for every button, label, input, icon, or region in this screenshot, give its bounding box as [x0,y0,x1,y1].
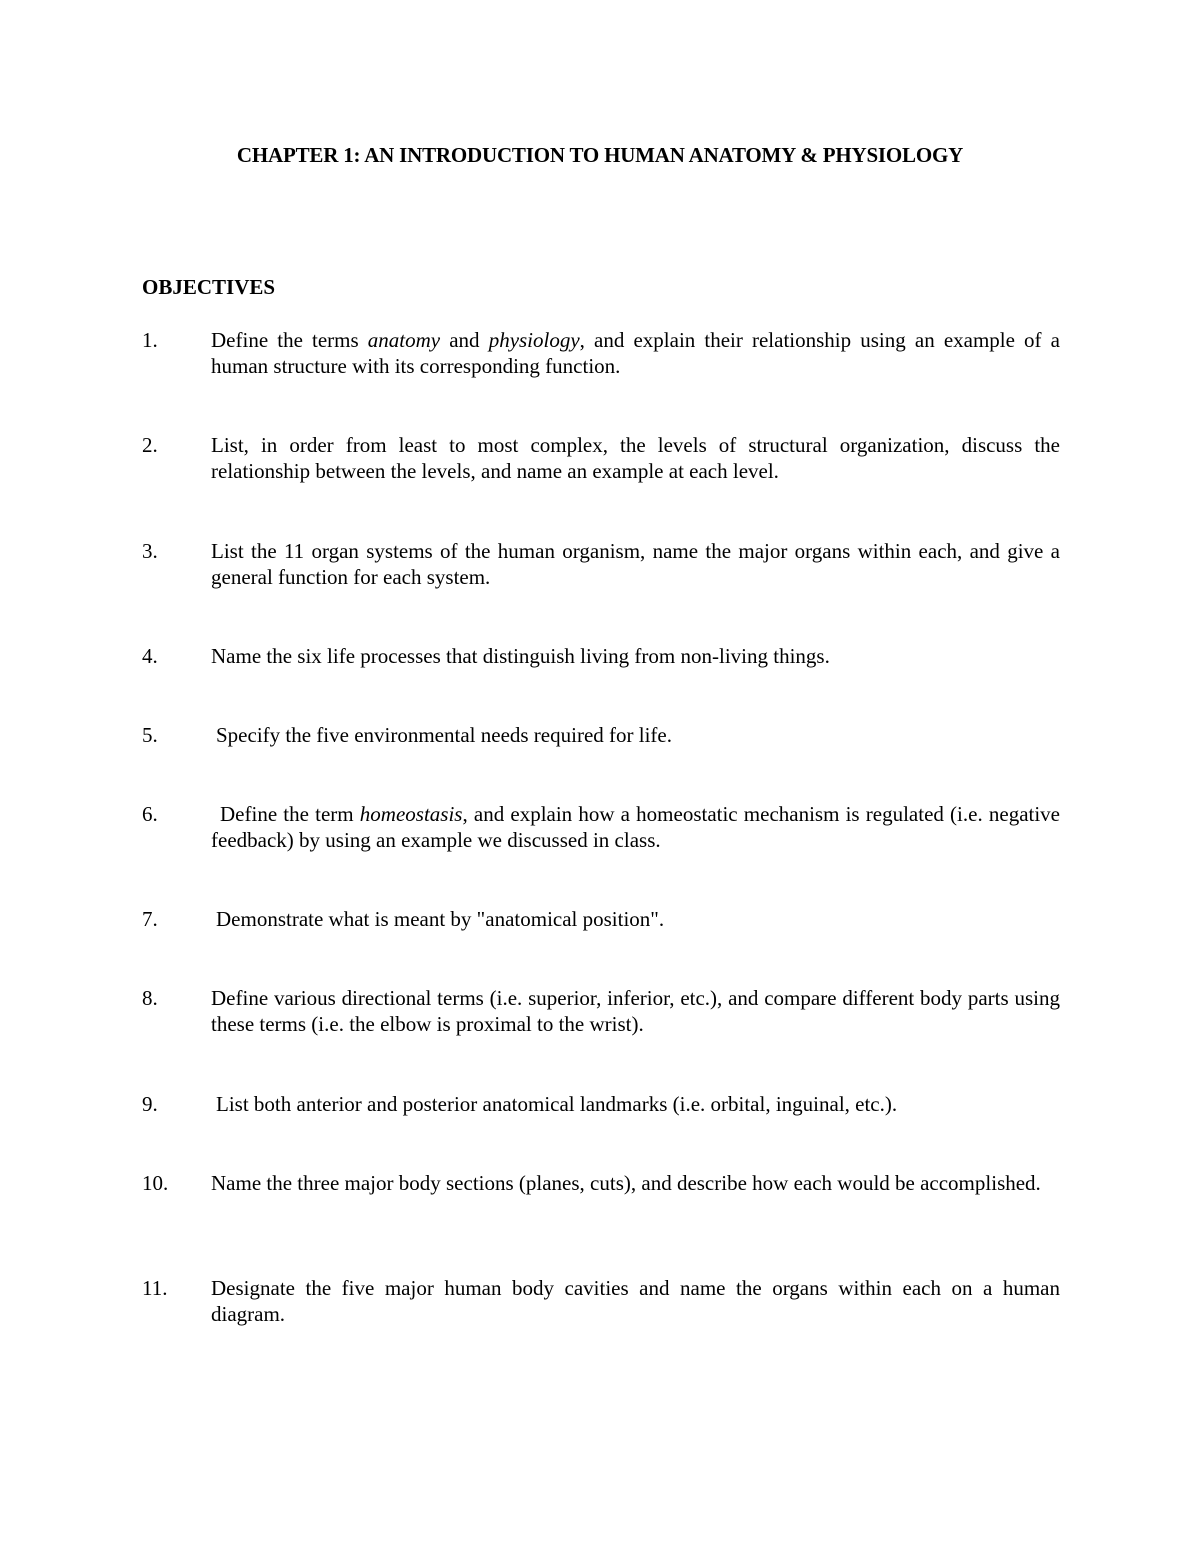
objective-text: Name the six life processes that distinguish living from non-living things. [211,644,830,668]
objective-number: 7. [142,907,158,931]
objective-item [142,1170,1060,1196]
objective-item [142,906,1060,932]
objective-number: 8. [142,986,158,1010]
objective-text: List both anterior and posterior anatomical landmarks (i.e. orbital, inguinal, etc.). [216,1092,898,1116]
objective-item [142,1275,1060,1327]
objective-number: 2. [142,433,158,457]
objective-item [142,801,1060,853]
objective-number: 9. [142,1092,158,1116]
term-physiology: physiology [488,328,580,352]
objective-item [142,1091,1060,1117]
objective-item [142,643,1060,669]
objective-text: Demonstrate what is meant by "anatomical position". [216,907,665,931]
objective-number: 11. [142,1276,168,1300]
objective-item [142,538,1060,590]
objective-number: 10. [142,1171,169,1195]
objective-text: Define various directional terms (i.e. superior, inferior, etc.), and compare different body parts using these terms (i.e. the elbow is proximal to the wrist). [211,986,1060,1036]
objective-number: 1. [142,328,158,352]
objective-number: 3. [142,539,158,563]
objective-text: List, in order from least to most complex, the levels of structural organization, discuss the relationship between the levels, and name an example at each level. [211,433,1060,483]
objective-item [142,985,1060,1037]
objective-item [142,432,1060,484]
objective-text: Define the terms anatomy and physiology, and explain their relationship using an example of a human structure with its corresponding function. [211,328,1060,378]
page-title: CHAPTER 1: AN INTRODUCTION TO HUMAN ANATOMY & PHYSIOLOGY [236,143,964,167]
objective-text: Specify the five environmental needs required for life. [216,723,672,747]
term-homeostasis: homeostasis [359,802,463,826]
objective-item [142,327,1060,379]
objective-number: 4. [142,644,158,668]
objective-item [142,722,1060,748]
section-heading: OBJECTIVES [142,275,276,299]
objective-text: List the 11 organ systems of the human organism, name the major organs within each, and give a general function for each system. [211,539,1060,589]
objective-text: Define the term homeostasis, and explain how a homeostatic mechanism is regulated (i.e. negative feedback) by using an example we discussed in class. [211,802,1061,852]
objective-text: Designate the five major human body cavities and name the organs within each on a human diagram. [211,1276,1060,1326]
objective-number: 5. [142,723,158,747]
objective-text: Name the three major body sections (planes, cuts), and describe how each would be accomplished. [211,1171,1041,1195]
term-anatomy: anatomy [367,328,441,352]
objective-number: 6. [142,802,158,826]
